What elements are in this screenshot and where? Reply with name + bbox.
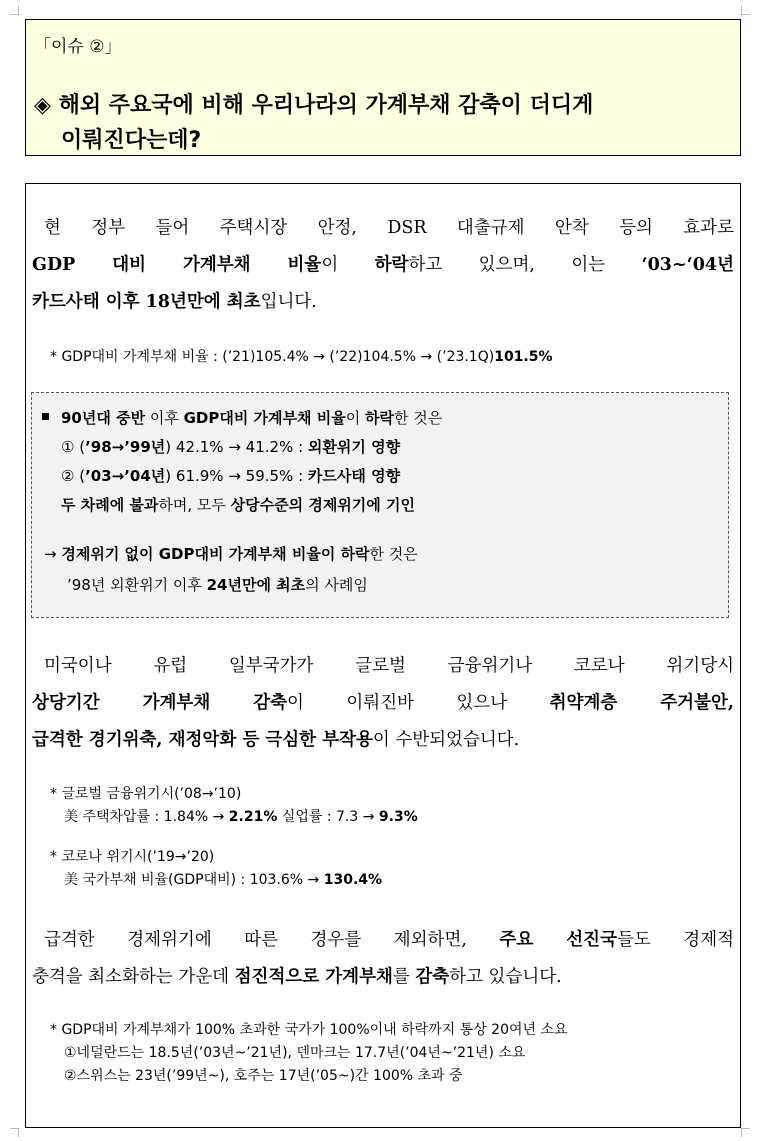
text: 충격을 최소화하는 가운데 [32, 967, 235, 987]
text: ) 61.9% → 59.5% : [165, 467, 308, 485]
footnote-2 [50, 783, 418, 829]
emphasis: ‘03~‘04년 [641, 255, 734, 275]
paragraph-2-row2 [32, 685, 734, 722]
paragraph-3-row2 [32, 959, 734, 996]
text: 하고 있습니다. [449, 967, 562, 987]
paragraph-1-row3 [32, 284, 734, 321]
text: 를 [392, 967, 416, 987]
emphasis: 경제위기 없이 GDP대비 가계부채 비율이 하락 [61, 545, 370, 563]
emphasis: 상당기간 가계부채 감축 [32, 693, 288, 713]
emphasis: ’98→’99년 [85, 438, 166, 456]
emphasis: 카드사태 이후 18년만에 최초 [32, 292, 261, 312]
paragraph-2-row3 [32, 722, 734, 759]
footnote-2-line2 [50, 806, 418, 829]
text: 입니다. [260, 292, 317, 312]
text: 美 주택차압률 : 1.84% → [64, 809, 229, 825]
text: ) 42.1% → 41.2% : [165, 438, 308, 456]
paragraph-1-row1: 현 정부 들어 주택시장 안정, DSR 대출규제 안착 등의 효과로 [44, 218, 734, 238]
text: 美 국가부채 비율(GDP대비) : 103.6% → [64, 872, 324, 888]
paragraph-2-row1: 미국이나 유럽 일부국가가 글로벌 금융위기나 코로나 위기당시 [44, 656, 734, 676]
text: 하고 있으며, 이는 [408, 255, 642, 275]
emphasis: GDP대비 가계부채 비율 [183, 409, 346, 427]
emphasis: 주요 선진국 [499, 930, 617, 950]
emphasis: 상당수준의 경제위기에 기인 [230, 496, 415, 514]
text: 의 사례임 [305, 576, 368, 594]
square-bullet-icon [42, 413, 49, 420]
arrow-icon: → [44, 545, 62, 563]
emphasis: 카드사태 영향 [307, 467, 401, 485]
emphasis: ’03→’04년 [85, 467, 166, 485]
text: 한 것은 [369, 545, 418, 563]
issue-header-box [25, 19, 741, 156]
issue-label: 「이슈 ②」 [34, 37, 122, 57]
emphasis: 24년만에 최초 [206, 576, 306, 594]
emphasis: 두 차례에 불과 [61, 496, 159, 514]
highlight-line-2 [61, 435, 400, 459]
text: 이후 [145, 409, 184, 427]
emphasis: 90년대 중반 [61, 409, 146, 427]
emphasis: 130.4% [323, 872, 383, 888]
footnote-1-emphasis: 101.5% [494, 349, 553, 365]
highlight-line-5 [44, 542, 418, 566]
text: 하며, 모두 [158, 496, 231, 514]
footnote-4-line2: ①네덜란드는 18.5년(’03년~’21년), 덴마크는 17.7년(’04년~’21년) 소요 [64, 1045, 526, 1061]
paragraph-3-row1 [32, 922, 734, 959]
emphasis: 점진적으로 가계부채 [234, 967, 393, 987]
footnote-4-line1: * GDP대비 가계부채가 100% 초과한 국가가 100%이내 하락까지 통상 20여년 소요 [50, 1022, 568, 1038]
text: ② ( [61, 467, 86, 485]
page-corner-mark [741, 1128, 750, 1137]
issue-title [34, 88, 593, 158]
text: ① ( [61, 438, 86, 456]
footnote-3-line2 [50, 869, 382, 892]
paragraph-3 [26, 922, 740, 996]
emphasis: 급격한 경기위축, 재정악화 등 극심한 부작용 [32, 730, 373, 750]
page-corner-mark [741, 6, 750, 15]
emphasis: 감축 [415, 967, 450, 987]
footnote-3-line1: * 코로나 위기시(’19→’20) [50, 849, 215, 865]
emphasis: 취약계층 주거불안, [549, 693, 734, 713]
text: 실업률 : 7.3 → [277, 809, 379, 825]
highlight-line-6 [67, 573, 368, 597]
paragraph-1 [26, 210, 740, 321]
text: 이 [345, 409, 365, 427]
issue-title-line1: ◈ 해외 주요국에 비해 우리나라의 가계부채 감축이 더디게 [34, 93, 594, 118]
emphasis: 2.21% [228, 809, 278, 825]
text: 이 이뤄진바 있으나 [287, 693, 550, 713]
footnote-2-line1: * 글로벌 금융위기시(’08→’10) [50, 786, 242, 802]
text: 이 수반되었습니다. [372, 730, 520, 750]
content-box [25, 183, 741, 1128]
highlight-box [31, 392, 729, 618]
paragraph-2 [26, 648, 740, 759]
footnote-4 [50, 1019, 568, 1088]
emphasis: 9.3% [378, 809, 418, 825]
emphasis: 하락 [364, 409, 394, 427]
paragraph-1-row2 [32, 247, 734, 284]
emphasis: GDP 대비 가계부채 비율 [32, 255, 322, 275]
text: 한 것은 [393, 409, 443, 427]
footnote-4-line3: ②스위스는 23년(’99년~), 호주는 17년(’05~)간 100% 초과 중 [64, 1068, 463, 1084]
text: ’98년 외환위기 이후 [67, 576, 207, 594]
text: 이 [321, 255, 375, 275]
issue-title-line2: 이뤄진다는데? [61, 128, 202, 153]
highlight-line-3 [61, 464, 400, 488]
page-corner-mark [10, 6, 19, 15]
text: 들도 경제적 [616, 930, 735, 950]
footnote-1 [50, 346, 553, 369]
highlight-line-4 [61, 493, 415, 517]
page-corner-mark [10, 1128, 19, 1137]
highlight-line-1 [42, 406, 442, 430]
emphasis: 하락 [374, 255, 409, 275]
emphasis: 외환위기 영향 [307, 438, 401, 456]
footnote-3 [50, 846, 382, 892]
text: 급격한 경제위기에 따른 경우를 제외하면, [44, 930, 500, 950]
footnote-1-text: * GDP대비 가계부채 비율 : (’21)105.4% → (’22)104.5% → (’23.1Q) [50, 349, 495, 365]
